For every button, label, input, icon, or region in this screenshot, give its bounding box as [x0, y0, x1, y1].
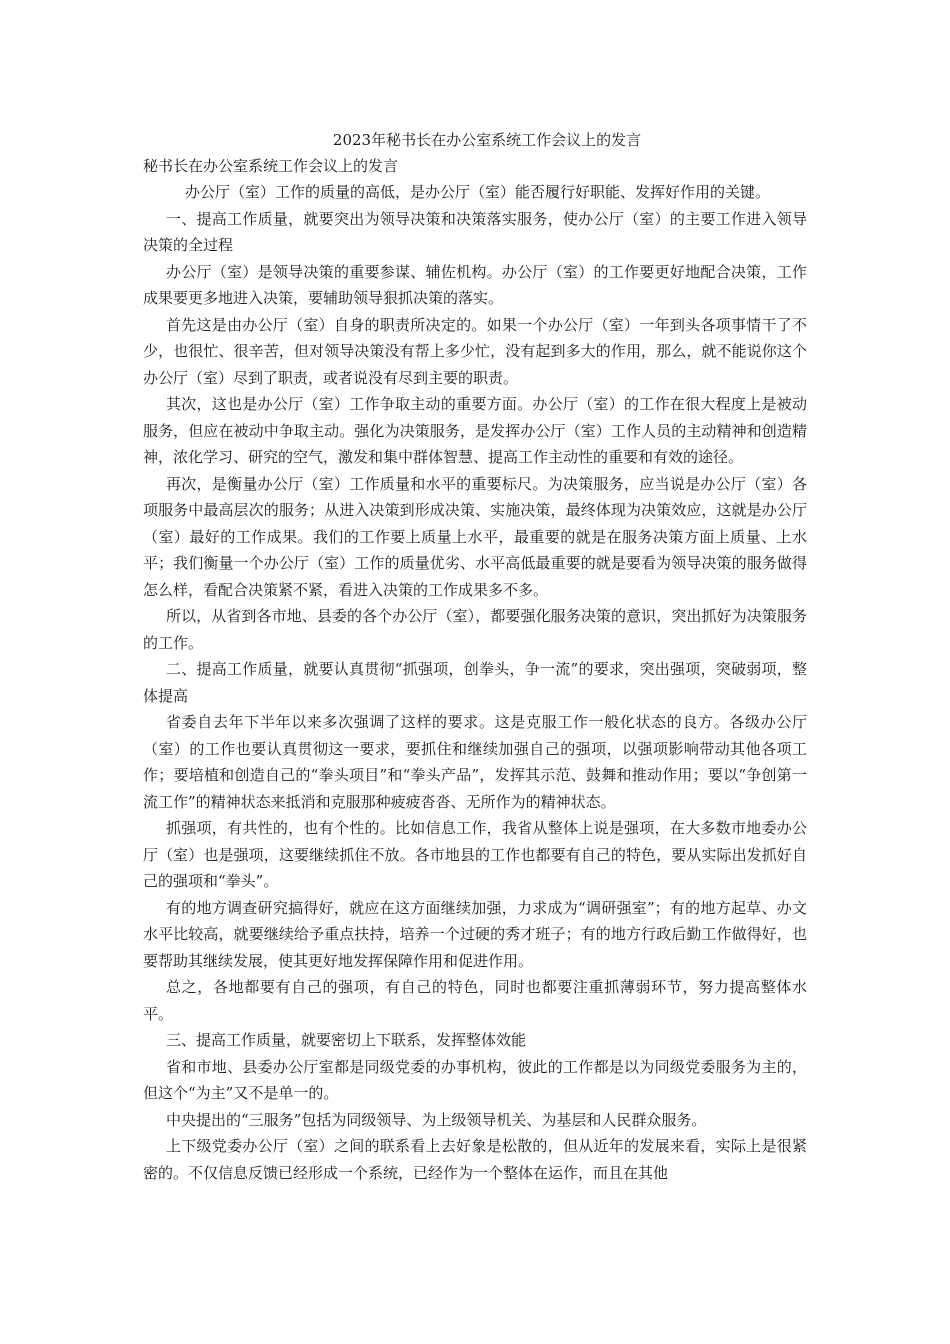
paragraph: 有的地方调查研究搞得好，就应在这方面继续加强，力求成为“调研强室”；有的地方起草、办文水平比较高，就要继续给予重点扶持，培养一个过硬的秀才班子；有的地方行政后勤工作做得好，也要帮助其继续发展，使其更好地发挥保障作用和促进作用。 [143, 898, 807, 970]
paragraph: 其次，这也是办公厅（室）工作争取主动的重要方面。办公厅（室）的工作在很大程度上是被动服务，但应在被动中争取主动。强化为决策服务，是发挥办公厅（室）工作人员的主动精神和创造精神，浓化学习、研究的空气，激发和集中群体智慧、提高工作主动性的重要和有效的途径。 [143, 395, 807, 466]
document-body [143, 127, 807, 1186]
paragraph: 省和市地、县委办公厅室都是同级党委的办事机构，彼此的工作都是以为同级党委服务为主的，但这个“为主”又不是单一的。 [143, 1057, 807, 1102]
paragraph: 办公厅（室）工作的质量的高低，是办公厅（室）能否履行好职能、发挥好作用的关键。 [185, 183, 771, 201]
section-heading-2: 二、提高工作质量，就要认真贯彻“抓强项，创拳头，争一流”的要求，突出强项，突破弱项，整体提高 [143, 660, 807, 705]
section-heading-3: 三、提高工作质量，就要密切上下联系，发挥整体效能 [166, 1031, 527, 1049]
paragraph: 所以，从省到各市地、县委的各个办公厅（室），都要强化服务决策的意识，突出抓好为决策服务的工作。 [143, 607, 807, 652]
paragraph: 首先这是由办公厅（室）自身的职责所决定的。如果一个办公厅（室）一年到头各项事情干了不少，也很忙、很辛苦，但对领导决策没有帮上多少忙，没有起到多大的作用，那么，就不能说你这个办公厅（室）尽到了职责，或者说没有尽到主要的职责。 [143, 315, 807, 387]
section-heading-1: 一、提高工作质量，就要突出为领导决策和决策落实服务，使办公厅（室）的主要工作进入领导决策的全过程 [143, 209, 807, 254]
paragraph: 中央提出的“三服务”包括为同级领导、为上级领导机关、为基层和人民群众服务。 [166, 1110, 707, 1129]
paragraph: 办公厅（室）是领导决策的重要参谋、辅佐机构。办公厅（室）的工作要更好地配合决策，工作成果要更多地进入决策，要辅助领导狠抓决策的落实。 [143, 262, 807, 307]
paragraph: 总之，各地都要有自己的强项，有自己的特色，同时也都要注重抓薄弱环节，努力提高整体水平。 [143, 978, 807, 1023]
document-subtitle: 秘书长在办公室系统工作会议上的发言 [143, 157, 399, 175]
document-title: 2023年秘书长在办公室系统工作会议上的发言 [332, 131, 642, 149]
paragraph: 抓强项，有共性的，也有个性的。比如信息工作，我省从整体上说是强项，在大多数市地委办公厅（室）也是强项，这要继续抓住不放。各市地县的工作也都要有自己的特色，要从实际出发抓好自己的强项和“拳头”。 [143, 819, 807, 890]
paragraph: 省委自去年下半年以来多次强调了这样的要求。这是克服工作一般化状态的良方。各级办公厅（室）的工作也要认真贯彻这一要求，要抓住和继续加强自己的强项，以强项影响带动其他各项工作；要培植和创造自己的“拳头项目”和“拳头产品”，发挥其示范、鼓舞和推动作用；要以“争创第一流工作”的精神状态来抵消和克服那种疲疲沓沓、无所作为的精神状态。 [143, 713, 807, 811]
paragraph: 上下级党委办公厅（室）之间的联系看上去好象是松散的，但从近年的发展来看，实际上是很紧密的。不仅信息反馈已经形成一个系统，已经作为一个整体在运作，而且在其他 [143, 1137, 807, 1182]
paragraph: 再次，是衡量办公厅（室）工作质量和水平的重要标尺。为决策服务，应当说是办公厅（室）各项服务中最高层次的服务；从进入决策到形成决策、实施决策，最终体现为决策效应，这就是办公厅（室）最好的工作成果。我们的工作要上质量上水平，最重要的就是在服务决策方面上质量、上水平；我们衡量一个办公厅（室）工作的质量优劣、水平高低最重要的就是要看为领导决策的服务做得怎么样，看配合决策紧不紧，看进入决策的工作成果多不多。 [143, 474, 807, 599]
